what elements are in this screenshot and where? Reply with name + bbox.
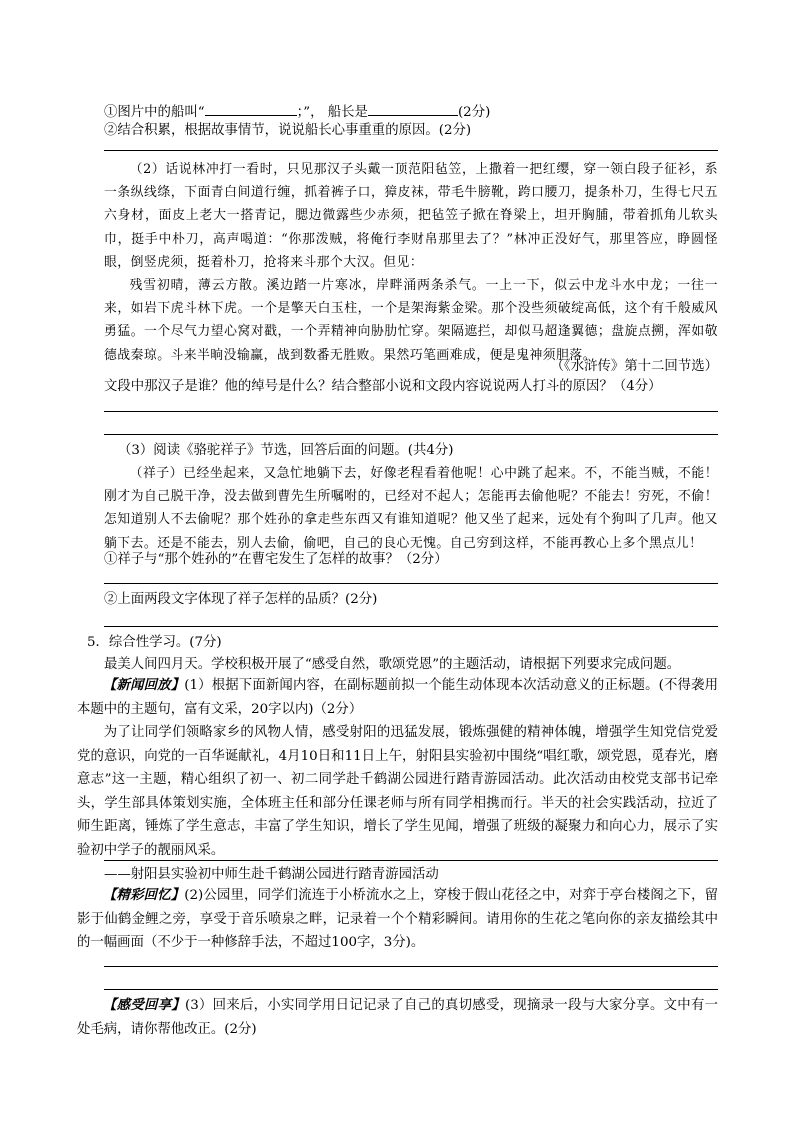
tag-news-replay: 【新闻回放】 <box>103 677 185 693</box>
q2-source: （《水浒传》第十二回节选） <box>550 359 718 374</box>
q5-task1-text: (1）根据下面新闻内容，在副标题前拟一个能生动体现本次活动意义的正标题。(不得袭用本题中的主题句，富有文采，20字以内)（2分） <box>77 678 719 717</box>
q3-passage: （祥子）已经坐起来，又急忙地躺下去，好像老程看着他呢！心中跳了起来。不，不能当贼，不能！刚才为自己脱干净，没去做到曹先生所嘱咐的，已经对不起人；怎能再去偷他呢？不能去！穷死，不偷！怎知道别人不去偷呢？那个姓孙的拿走些东西又有谁知道呢？他又坐了起来，远处有个狗叫了几声。他又躺下去。还是不能去，别人去偷，偷吧，自己的良心无愧。自己穷到这样，不能再教心上多个黑点儿！ <box>104 466 718 551</box>
q5-task3 <box>77 994 718 1041</box>
q5-task3-text: (3）回来后，小实同学用日记记录了自己的真切感受，现摘录一段与大家分享。文中有一处毛病，请你帮他改正。(2分) <box>77 998 719 1037</box>
q3-intro: （3）阅读《骆驼祥子》节选，回答后面的问题。(共4分) <box>118 443 454 458</box>
q5-task2-text: (2)公园里，同学们流连于小桥流水之上，穿梭于假山花径之中，对弈于亭台楼阁之下，留影于仙鹤金鲤之旁，享受于音乐喷泉之畔，记录着一个个精彩瞬间。请用你的生花之笔向你的亲友描绘其中的一幅画面（不少于一种修辞手法，不超过100字，3分)。 <box>77 888 719 950</box>
q5-subtitle: ——射阳县实验初中师生赴千鹤湖公园进行踏青游园活动 <box>104 867 439 882</box>
q1-line1-mid: ；”， 船长是 <box>296 105 368 120</box>
q5-task2 <box>77 884 718 955</box>
q2-verse: 残雪初晴，薄云方散。溪边踏一片寒冰，岸畔涌两条杀气。一上一下，似云中龙斗水中龙；一往一来，如岩下虎斗林下虎。一个是擎天白玉柱，一个是架海紫金梁。那个没些须破绽高低，这个有千般威风勇猛。一个尽气力望心窝对戳，一个弄精神向胁肋忙穿。架隔遮拦，却似马超逢翼德；盘旋点搠，浑如敬德战秦琼。斗来半晌没输赢，战到数番无胜败。果然巧笔画难成，便是鬼神须胆落。 <box>104 278 718 363</box>
q2-question: 文段中那汉子是谁？他的绰号是什么？结合整部小说和文段内容说说两人打斗的原因？（4分） <box>104 379 662 394</box>
q1-blank-ship-name[interactable] <box>205 101 297 116</box>
q3-answer-line-2[interactable] <box>104 626 718 627</box>
q5-title-answer-line[interactable] <box>104 860 718 861</box>
q5-answer-line-2[interactable] <box>104 989 718 990</box>
q5-intro: 最美人间四月天。学校积极开展了“感受自然，歌颂党恩”的主题活动，请根据下列要求完成问题。 <box>104 657 681 672</box>
q5-answer-line-1[interactable] <box>104 966 718 967</box>
q1-line1-post: (2分) <box>457 105 491 120</box>
q1-line1-pre: ①图片中的船叫“ <box>104 105 205 120</box>
separator-line <box>104 150 718 151</box>
tag-wonderful-memory: 【精彩回忆】 <box>103 887 185 903</box>
q3-question-2: ②上面两段文字体现了祥子怎样的品质？(2分) <box>104 592 378 607</box>
q5-heading: 5．综合性学习。(7分) <box>87 635 222 650</box>
q3-question-1: ①祥子与“那个姓孙的”在曹宅发生了怎样的故事？（2分） <box>104 552 448 567</box>
q2-answer-line-2[interactable] <box>104 434 718 435</box>
q1-blank-captain[interactable] <box>368 101 458 116</box>
q3-answer-line-1[interactable] <box>104 583 718 584</box>
q2-answer-line-1[interactable] <box>104 411 718 412</box>
q1-line2: ②结合积累，根据故事情节，说说船长心事重重的原因。(2分) <box>104 123 472 138</box>
q5-task1 <box>77 674 718 721</box>
q1-line1 <box>104 101 490 122</box>
tag-feeling-share: 【感受回享】 <box>103 997 185 1013</box>
q2-passage: （2）话说林冲打一看时，只见那汉子头戴一顶范阳毡笠，上撒着一把红缨，穿一领白段子征衫，系一条纵线绦，下面青白间道行缠，抓着裤子口，獐皮袜，带毛牛膀靴，跨口腰刀，提条朴刀，生得七尺五六身材，面皮上老大一搭青记，腮边微露些少赤须，把毡笠子掀在脊梁上，坦开胸脯，带着抓角儿软头巾，挺手中朴刀，高声喝道：“你那泼贼，将俺行李财帛那里去了？”林冲正没好气，那里答应，睁圆怪眼，倒竖虎须，挺着朴刀，抢将来斗那个大汉。但见： <box>104 162 718 270</box>
q5-news: 为了让同学们领略家乡的风物人情，感受射阳的迅猛发展，锻炼强健的精神体魄，增强学生知党信党爱党的意识，向党的一百华诞献礼，4月10日和11日上午，射阳县实验初中围绕“唱红歌，颂党恩，觅春光，磨意志”这一主题，精心组织了初一、初二同学赴千鹤湖公园进行踏青游园活动。此次活动由校党支部书记牵头，学生部具体策划实施，全体班主任和部分任课老师与所有同学相携而行。半天的社会实践活动，拉近了师生距离，锤炼了学生意志，丰富了学生知识，增长了学生见闻，增强了班级的凝聚力和向心力，展示了实验初中学子的靓丽风采。 <box>77 725 718 858</box>
